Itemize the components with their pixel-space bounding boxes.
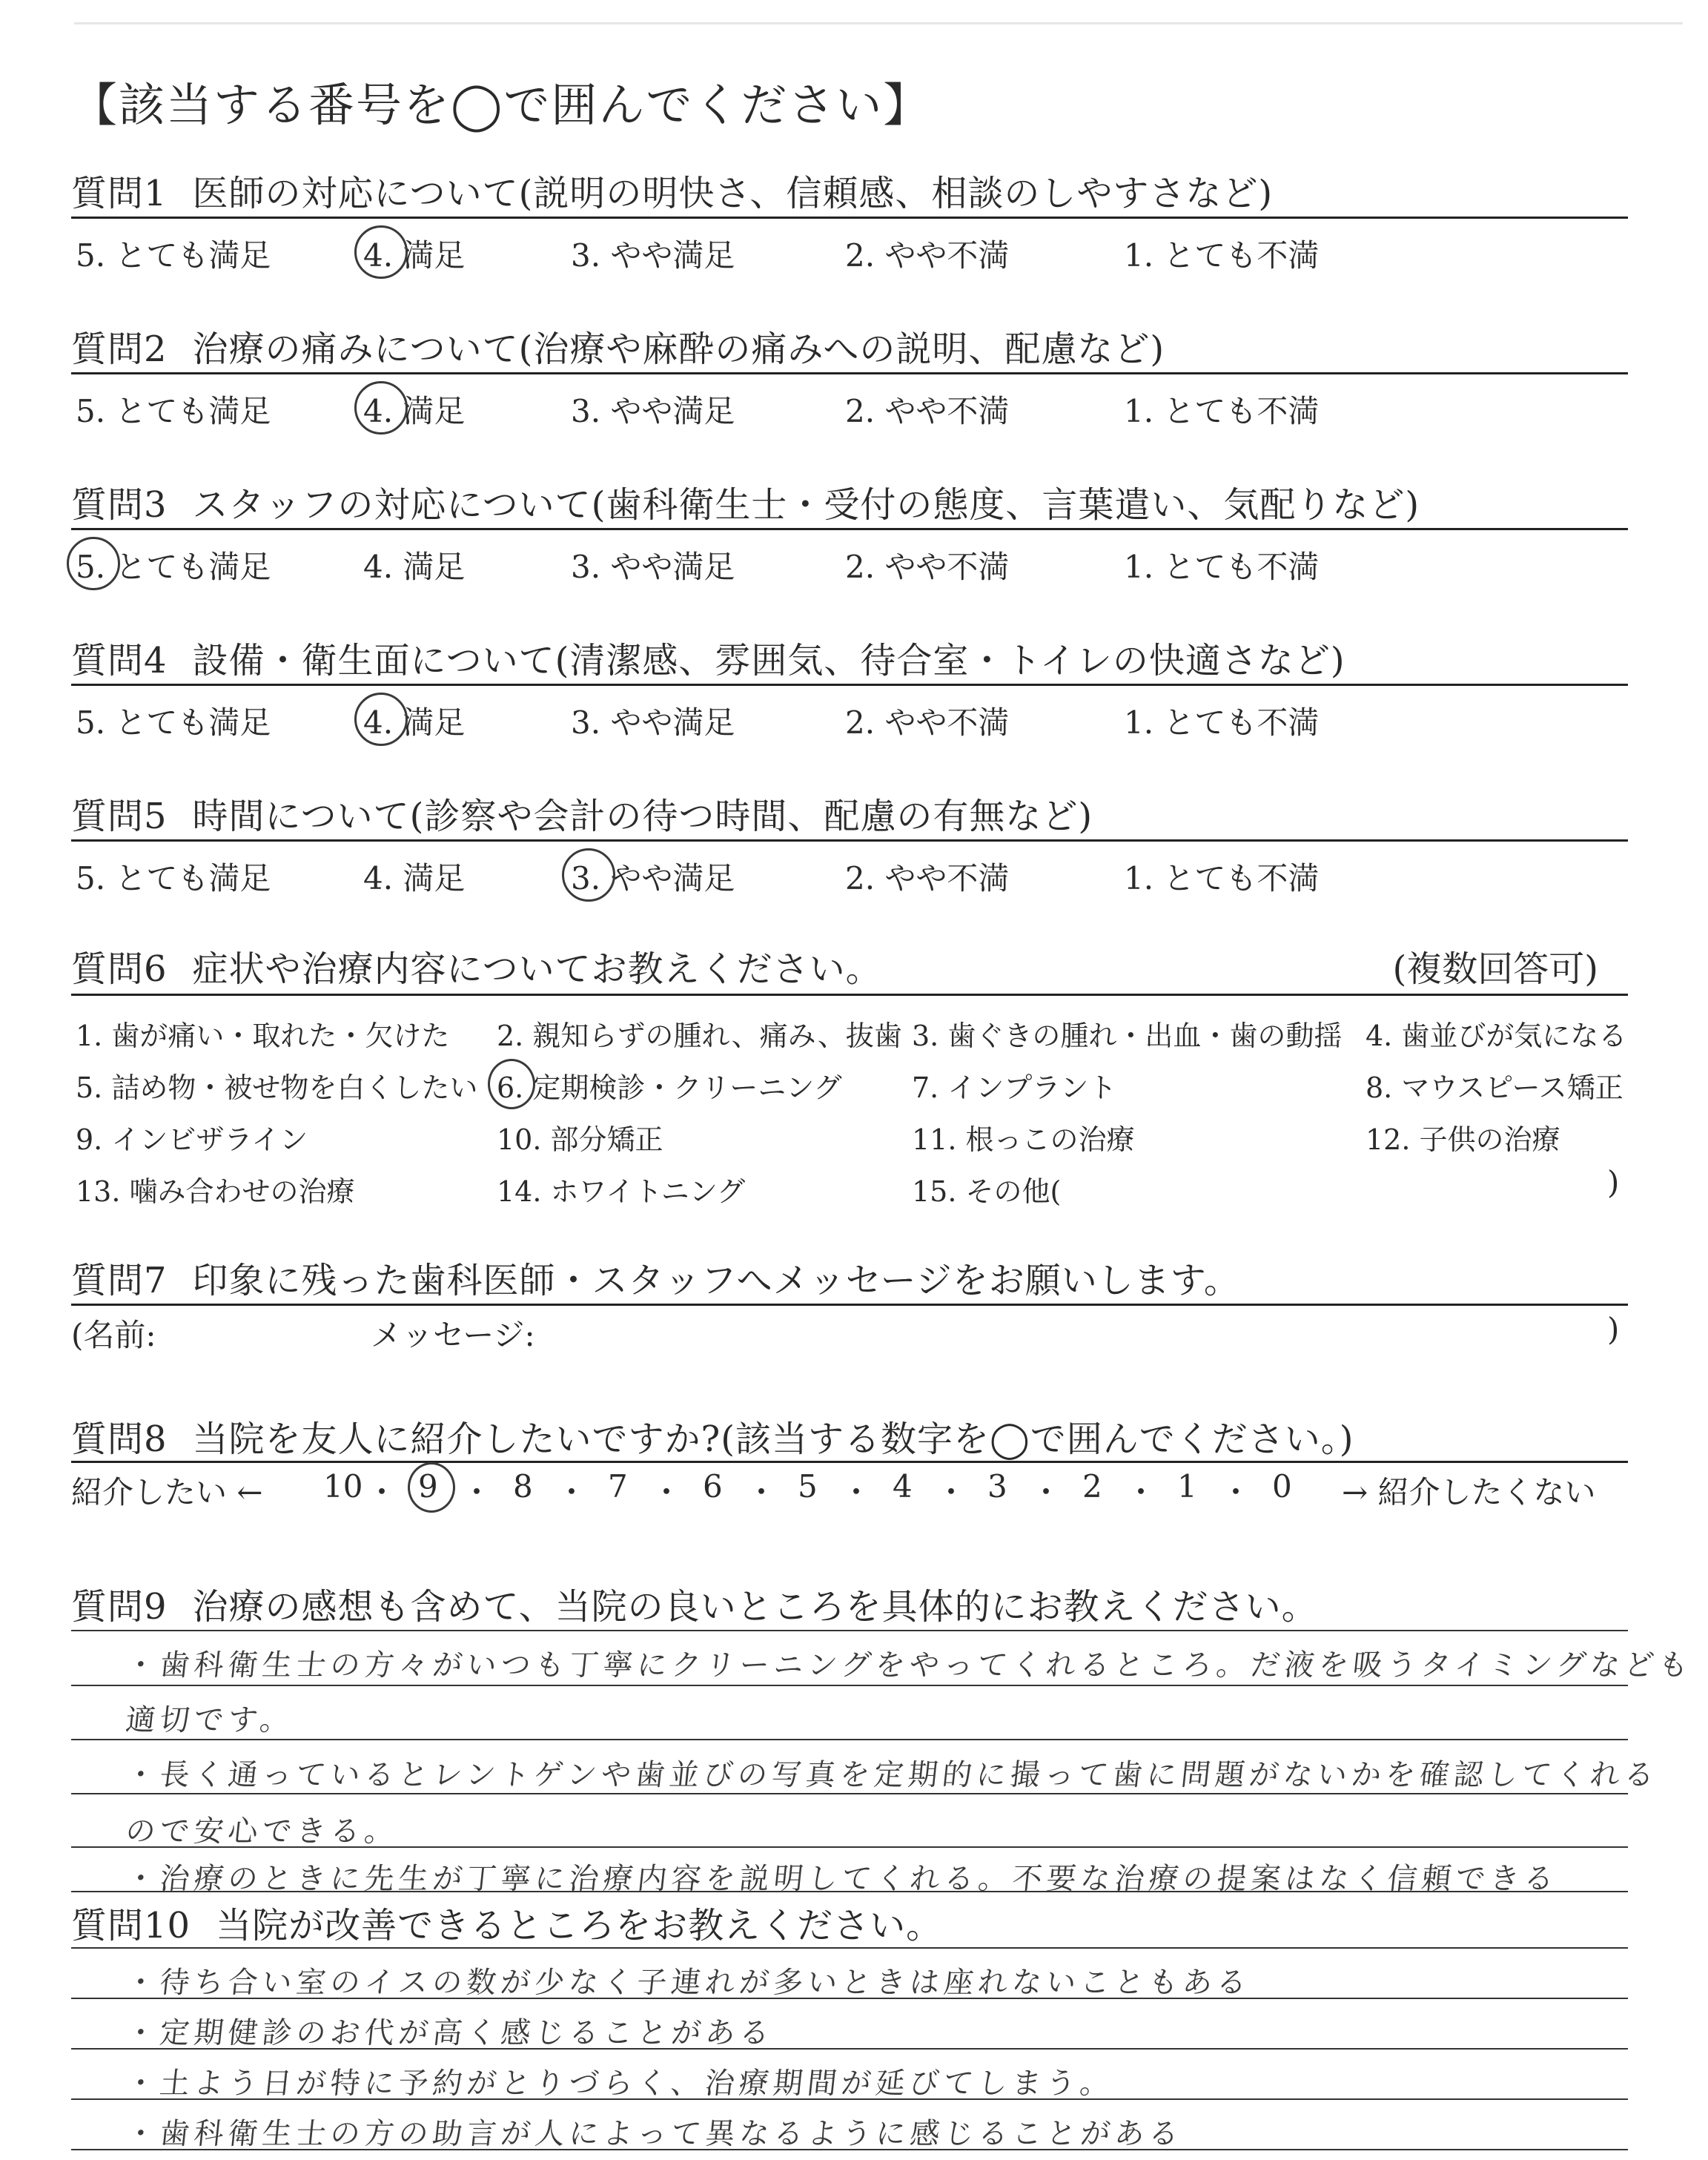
q10-title — [71, 1897, 942, 1948]
q6-option-2[interactable]: 2. 親知らずの腫れ、痛み、抜歯 — [497, 1020, 902, 1052]
q6-option-14[interactable]: 14. ホワイトニング — [497, 1175, 746, 1208]
q8-number-7[interactable]: 7 — [608, 1468, 628, 1505]
q10-answer-line: ・待ち合い室のイスの数が少なく子連れが多いときは座れないこともある — [124, 1966, 1253, 2000]
q4-option-1[interactable]: 1. とても不満 — [1124, 704, 1320, 741]
q8-separator-dot: ・ — [1125, 1474, 1157, 1510]
q2-text: 治療の痛みについて(治療や麻酔の痛みへの説明、配慮など) — [192, 328, 1165, 370]
q6-option-3[interactable]: 3. 歯ぐきの腫れ・出血・歯の動揺 — [912, 1020, 1343, 1052]
q4-option-2[interactable]: 2. やや不満 — [845, 704, 1010, 741]
q4-text: 設備・衛生面について(清潔感、雰囲気、待合室・トイレの快適さなど) — [192, 640, 1345, 681]
q1-option-4[interactable]: 4. 満足 — [363, 237, 466, 274]
q1-number: 質問1 — [71, 173, 168, 214]
q9-title — [71, 1578, 1318, 1629]
q6-option-6[interactable]: 6. 定期検診・クリーニング — [497, 1071, 842, 1104]
q8-number-5[interactable]: 5 — [798, 1468, 818, 1505]
q3-option-5[interactable]: 5. とても満足 — [76, 549, 271, 585]
q3-option-2[interactable]: 2. やや不満 — [845, 549, 1010, 585]
q8-number-4[interactable]: 4 — [893, 1468, 913, 1505]
q2-rule — [71, 372, 1628, 374]
q3-option-4[interactable]: 4. 満足 — [363, 549, 466, 585]
q8-number-3[interactable]: 3 — [987, 1468, 1007, 1505]
q10-text: 当院が改善できるところをお教えください。 — [216, 1905, 943, 1946]
q8-rule — [71, 1461, 1628, 1463]
q9-text: 治療の感想も含めて、当院の良いところを具体的にお教えください。 — [192, 1586, 1318, 1628]
q8-number-6[interactable]: 6 — [703, 1468, 723, 1505]
q8-separator-dot: ・ — [461, 1474, 493, 1510]
q5-selection-circle — [562, 848, 615, 902]
q9-line — [71, 1739, 1628, 1740]
q2-option-3[interactable]: 3. やや満足 — [571, 393, 735, 429]
q9-line — [71, 1685, 1628, 1686]
q5-option-3[interactable]: 3. やや満足 — [571, 860, 735, 896]
q2-option-5[interactable]: 5. とても満足 — [76, 393, 271, 429]
q7-number: 質問7 — [71, 1260, 168, 1301]
q8-separator-dot: ・ — [841, 1474, 873, 1510]
q4-option-5[interactable]: 5. とても満足 — [76, 704, 271, 741]
q1-rule — [71, 217, 1628, 219]
q2-option-1[interactable]: 1. とても不満 — [1124, 393, 1320, 429]
q8-left-label: 紹介したい ← — [71, 1474, 263, 1510]
q3-rule — [71, 528, 1628, 530]
q2-option-4[interactable]: 4. 満足 — [363, 393, 466, 429]
q8-number-10[interactable]: 10 — [323, 1468, 363, 1505]
q7-name-label: (名前: — [71, 1317, 156, 1353]
q6-option-5[interactable]: 5. 詰め物・被せ物を白くしたい — [76, 1071, 478, 1104]
q9-answer-line: ・治療のときに先生が丁寧に治療内容を説明してくれる。不要な治療の提案はなく信頼できる — [124, 1862, 1560, 1896]
q7-text: 印象に残った歯科医師・スタッフへメッセージをお願いします。 — [192, 1260, 1240, 1301]
q10-answer-line: ・歯科衛生士の方の助言が人によって異なるように感じることがある — [124, 2117, 1185, 2151]
q6-option-1[interactable]: 1. 歯が痛い・取れた・欠けた — [76, 1020, 450, 1052]
q2-option-2[interactable]: 2. やや不満 — [845, 393, 1010, 429]
q4-option-3[interactable]: 3. やや満足 — [571, 704, 735, 741]
q6-option-9[interactable]: 9. インビザライン — [76, 1123, 308, 1156]
q3-option-1[interactable]: 1. とても不満 — [1124, 549, 1320, 585]
q9-answer-line: ので安心できる。 — [124, 1814, 401, 1849]
q4-rule — [71, 684, 1628, 686]
q1-option-5[interactable]: 5. とても満足 — [76, 237, 271, 274]
q6-note: (複数回答可) — [1392, 948, 1598, 990]
q2-number: 質問2 — [71, 328, 168, 370]
q5-text: 時間について(診察や会計の待つ時間、配慮の有無など) — [192, 796, 1093, 837]
q5-rule — [71, 839, 1628, 842]
q6-option-11[interactable]: 11. 根っこの治療 — [912, 1123, 1135, 1156]
q8-right-label: → 紹介したくない — [1342, 1474, 1596, 1510]
q4-selection-circle — [354, 693, 408, 746]
q10-answer-line: ・土よう日が特に予約がとりづらく、治療期間が延びてしまう。 — [124, 2067, 1116, 2101]
q10-line — [71, 1947, 1628, 1949]
q9-number: 質問9 — [71, 1586, 168, 1628]
q8-number-2[interactable]: 2 — [1082, 1468, 1102, 1505]
q3-title — [71, 476, 1420, 527]
q7-title — [71, 1252, 1240, 1303]
q8-number: 質問8 — [71, 1418, 168, 1460]
q6-option-15[interactable]: 15. その他( — [912, 1175, 1062, 1208]
q9-answer-line: ・歯科衛生士の方々がいつも丁寧にクリーニングをやってくれるところ。だ液を吸うタイミングなども — [124, 1648, 1695, 1682]
q8-separator-dot: ・ — [936, 1474, 967, 1510]
q8-separator-dot: ・ — [651, 1474, 683, 1510]
q4-option-4[interactable]: 4. 満足 — [363, 704, 466, 741]
q6-rule — [71, 994, 1628, 996]
q8-text: 当院を友人に紹介したいですか?(該当する数字を◯で囲んでください。) — [192, 1418, 1354, 1460]
q4-number: 質問4 — [71, 640, 168, 681]
q3-text: スタッフの対応について(歯科衛生士・受付の態度、言葉遣い、気配りなど) — [192, 484, 1420, 526]
q8-separator-dot: ・ — [746, 1474, 778, 1510]
q8-number-1[interactable]: 1 — [1177, 1468, 1197, 1505]
q5-option-4[interactable]: 4. 満足 — [363, 860, 466, 896]
q6-option-13[interactable]: 13. 噛み合わせの治療 — [76, 1175, 355, 1208]
q9-answer-line: ・長く通っているとレントゲンや歯並びの写真を定期的に撮って歯に問題がないかを確認してくれる — [124, 1758, 1661, 1792]
q7-close-paren: ) — [1607, 1311, 1620, 1347]
q8-separator-dot: ・ — [556, 1474, 588, 1510]
q1-text: 医師の対応について(説明の明快さ、信頼感、相談のしやすさなど) — [192, 173, 1274, 214]
q8-number-0[interactable]: 0 — [1272, 1468, 1292, 1505]
q8-number-8[interactable]: 8 — [513, 1468, 533, 1505]
q1-title — [71, 165, 1273, 216]
q3-selection-circle — [67, 537, 120, 590]
q6-selection-circle — [488, 1059, 535, 1109]
q6-option-8[interactable]: 8. マウスピース矯正 — [1366, 1071, 1623, 1104]
q4-title — [71, 632, 1345, 683]
q5-title — [71, 787, 1093, 839]
q6-text: 症状や治療内容についてお教えください。 — [192, 948, 882, 990]
q8-separator-dot: ・ — [1220, 1474, 1252, 1510]
q5-option-1[interactable]: 1. とても不満 — [1124, 860, 1320, 896]
q8-separator-dot: ・ — [1030, 1474, 1062, 1510]
q9-line — [71, 1630, 1628, 1631]
q5-option-5[interactable]: 5. とても満足 — [76, 860, 271, 896]
q9-answer-line: 適切です。 — [124, 1703, 296, 1737]
q6-option-7[interactable]: 7. インプラント — [912, 1071, 1117, 1104]
q6-option-4[interactable]: 4. 歯並びが気になる — [1366, 1020, 1627, 1052]
q6-option-12[interactable]: 12. 子供の治療 — [1366, 1123, 1560, 1156]
q8-selection-circle — [408, 1462, 455, 1513]
q5-option-2[interactable]: 2. やや不満 — [845, 860, 1010, 896]
q6-option-10[interactable]: 10. 部分矯正 — [497, 1123, 663, 1156]
q3-number: 質問3 — [71, 484, 168, 526]
q7-rule — [71, 1304, 1628, 1306]
q8-number-9[interactable]: 9 — [418, 1468, 438, 1505]
q6-number: 質問6 — [71, 948, 168, 990]
q3-option-3[interactable]: 3. やや満足 — [571, 549, 735, 585]
q8-title — [71, 1410, 1354, 1462]
q5-number: 質問5 — [71, 796, 168, 837]
q2-selection-circle — [354, 381, 408, 435]
q1-option-3[interactable]: 3. やや満足 — [571, 237, 735, 274]
q1-selection-circle — [354, 225, 408, 279]
q10-answer-line: ・定期健診のお代が高く感じることがある — [124, 2016, 776, 2050]
q1-option-1[interactable]: 1. とても不満 — [1124, 237, 1320, 274]
q6-title — [71, 940, 882, 991]
q10-number: 質問10 — [71, 1905, 191, 1946]
q8-separator-dot: ・ — [366, 1474, 398, 1510]
q1-option-2[interactable]: 2. やや不満 — [845, 237, 1010, 274]
q2-title — [71, 320, 1165, 371]
q7-message-label: メッセージ: — [371, 1317, 535, 1353]
page-title: 【該当する番号を◯で囲んでください】 — [71, 78, 931, 132]
top-divider — [74, 22, 1683, 24]
q6-other-close-paren: ) — [1607, 1164, 1620, 1200]
